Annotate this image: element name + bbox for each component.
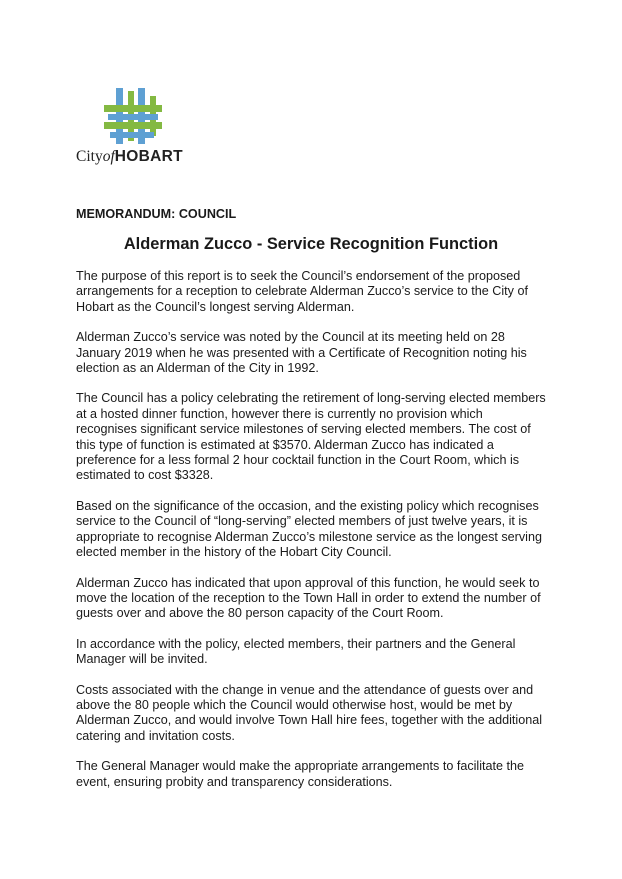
paragraph-service-noted: Alderman Zucco’s service was noted by the Council at its meeting held on 28 January 2019 when he was presented with a Certificate of Recognition noting his election as an Alderman of the City in 1992.	[76, 330, 527, 376]
paragraph-invitees: In accordance with the policy, elected members, their partners and the General Manager will be invited.	[76, 636, 516, 667]
logo-wordmark	[76, 148, 183, 166]
paragraph-policy: The Council has a policy celebrating the retirement of long-serving elected members at a hosted dinner function, however there is currently no provision which recognises significant service milestones of serving elected members. The cost of this type of function is estimated at $3570. Alderman Zucco has indicated a preference for a less formal 2 hour cocktail function in the Court Room, which is estimated to cost $3328.	[76, 391, 546, 483]
city-of-hobart-logo	[76, 88, 196, 168]
hobart-cross-logo-icon	[104, 88, 162, 144]
logo-city-text: City	[76, 148, 103, 165]
logo-hobart-text: HOBART	[114, 148, 183, 165]
paragraph-costs: Costs associated with the change in venue and the attendance of guests over and above the 80 people which the Council would otherwise host, would be met by Alderman Zucco, and would involve Town Hall hire fees, together with the additional catering and invitation costs.	[76, 682, 542, 743]
paragraph-arrangements: The General Manager would make the appropriate arrangements to facilitate the event, ensuring probity and transparency considerations.	[76, 759, 525, 789]
page-title: Alderman Zucco - Service Recognition Function	[123, 235, 499, 253]
memo-body	[76, 269, 546, 805]
logo-of-text: of	[102, 148, 115, 165]
paragraph-town-hall: Alderman Zucco has indicated that upon approval of this function, he would seek to move the location of the reception to the Town Hall in order to extend the number of guests over and above the 80 person capacity of the Court Room.	[76, 575, 541, 621]
memo-label: MEMORANDUM: COUNCIL	[76, 207, 237, 221]
paragraph-purpose: The purpose of this report is to seek the Council’s endorsement of the proposed arrangements for a reception to celebrate Alderman Zucco’s service to the City of Hobart as the Council’s longest serving Alderman.	[76, 269, 528, 314]
paragraph-significance: Based on the significance of the occasion, and the existing policy which recognises service to the Council of “long-serving” elected members of just twelve years, it is appropriate to recognise Alderman Zucco’s milestone service as the longest serving elected member in the history of the Hobart City Council.	[76, 498, 542, 560]
